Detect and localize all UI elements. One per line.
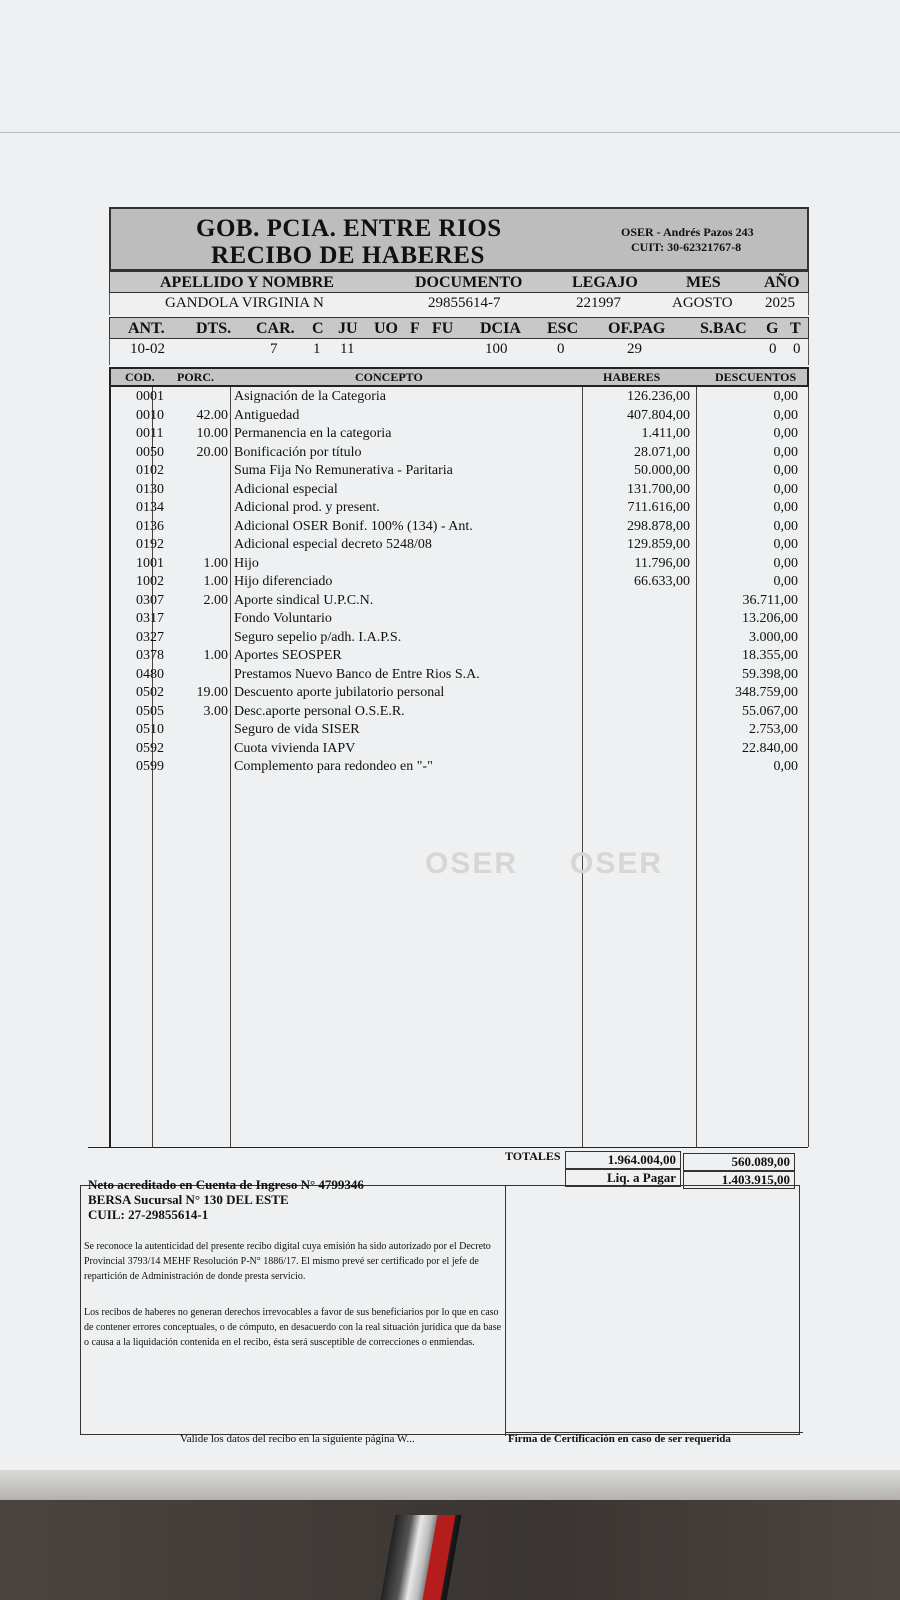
- id-header-row: [109, 271, 809, 293]
- value-ant: 10-02: [130, 341, 165, 357]
- item-descuentos: 0,00: [773, 407, 798, 423]
- label-anio: AÑO: [764, 274, 800, 291]
- value-ofpag: 29: [627, 341, 642, 357]
- col-divider: [230, 387, 231, 1147]
- header-subtitle: RECIBO DE HABERES: [211, 242, 485, 269]
- item-descuentos: 0,00: [773, 463, 798, 478]
- neto-bank: BERSA Sucursal N° 130 DEL ESTE: [88, 1192, 289, 1207]
- value-car: 7: [270, 341, 278, 357]
- fold-line: [0, 132, 900, 133]
- item-code: 0327: [136, 629, 164, 645]
- item-percent: 1.00: [203, 555, 228, 571]
- lower-divider: [505, 1186, 506, 1436]
- item-concept: Hijo diferenciado: [234, 574, 333, 589]
- liq-value: 1.403.915,00: [683, 1171, 795, 1189]
- item-percent: 42.00: [196, 407, 228, 423]
- item-haberes: 11.796,00: [634, 555, 690, 571]
- col-cod: COD.: [125, 370, 155, 384]
- item-descuentos: 0,00: [773, 759, 798, 774]
- label-esc: ESC: [547, 320, 579, 337]
- col-descuentos: DESCUENTOS: [715, 370, 797, 384]
- item-concept: Descuento aporte jubilatorio personal: [234, 685, 445, 700]
- legal-authenticity: Se reconoce la autenticidad del presente recibo digital cuya emisión ha sido autorizado por el Decreto Provincial 3793/14 MEHF Resolución P-N° 1886/17. El mismo prevé ser certificado por el jefe de repartición de Administración de donde presta servicio.: [84, 1241, 491, 1282]
- item-code: 0136: [136, 518, 164, 534]
- label-legajo: LEGAJO: [572, 274, 638, 291]
- item-descuentos: 0,00: [773, 537, 798, 552]
- item-code: 0134: [136, 500, 164, 515]
- item-descuentos: 59.398,00: [742, 666, 798, 682]
- item-code: 0510: [136, 722, 164, 737]
- item-code: 0011: [136, 426, 164, 441]
- item-descuentos: 0,00: [773, 444, 798, 460]
- item-concept: Aporte sindical U.P.C.N.: [234, 592, 374, 608]
- item-code: 0480: [136, 666, 164, 682]
- col-divider: [582, 387, 583, 1147]
- item-descuentos: 0,00: [773, 426, 798, 441]
- item-code: 0050: [136, 444, 164, 460]
- item-concept: Aportes SEOSPER: [234, 648, 342, 663]
- item-haberes: 298.878,00: [627, 518, 690, 534]
- label-uo: UO: [374, 320, 398, 337]
- item-concept: Adicional especial decreto 5248/08: [234, 537, 432, 552]
- value-documento: 29855614-7: [428, 295, 501, 311]
- value-t: 0: [793, 341, 801, 357]
- item-concept: Prestamos Nuevo Banco de Entre Rios S.A.: [234, 666, 480, 682]
- item-code: 0378: [136, 648, 164, 663]
- label-sbac: S.BAC: [700, 320, 747, 337]
- item-percent: 3.00: [203, 703, 228, 719]
- header-title: GOB. PCIA. ENTRE RIOS: [196, 215, 502, 242]
- item-code: 0001: [136, 389, 164, 404]
- meta-value-row: [109, 339, 809, 365]
- item-descuentos: 2.753,00: [749, 722, 798, 737]
- item-haberes: 129.859,00: [627, 537, 690, 552]
- value-mes: AGOSTO: [672, 295, 733, 311]
- signature-label: Firma de Certificación en caso de ser requerida: [505, 1432, 803, 1445]
- total-descuentos: 560.089,00: [683, 1153, 795, 1171]
- col-porc: PORC.: [177, 370, 214, 384]
- label-documento: DOCUMENTO: [415, 274, 523, 291]
- value-c: 1: [313, 341, 321, 357]
- item-concept: Adicional especial: [234, 481, 338, 497]
- item-concept: Seguro sepelio p/adh. I.A.P.S.: [234, 629, 402, 645]
- neto-cuil: CUIL: 27-29855614-1: [88, 1207, 209, 1222]
- item-code: 0307: [136, 592, 164, 608]
- label-ant: ANT.: [128, 320, 165, 337]
- item-descuentos: 36.711,00: [742, 592, 798, 608]
- item-descuentos: 0,00: [773, 574, 798, 589]
- item-concept: Adicional prod. y present.: [234, 500, 380, 515]
- item-descuentos: 18.355,00: [742, 648, 798, 663]
- item-concept: Adicional OSER Bonif. 100% (134) - Ant.: [234, 518, 473, 534]
- label-g: G: [766, 320, 779, 337]
- item-descuentos: 0,00: [773, 389, 798, 404]
- watermark-stamp: OSER: [425, 847, 519, 880]
- item-descuentos: 0,00: [773, 555, 798, 571]
- value-nombre: GANDOLA VIRGINIA N: [165, 295, 324, 311]
- item-code: 1002: [136, 574, 164, 589]
- validate-note: Valide los datos del recibo en la siguiente página W...: [180, 1433, 415, 1445]
- liq-label: Liq. a Pagar: [565, 1169, 681, 1187]
- col-haberes: HABERES: [603, 370, 661, 384]
- legal-disclaimer: Los recibos de haberes no generan derechos irrevocables a favor de sus beneficiarios por lo que en caso de contener errores conceptuales, o de cómputo, en desacuerdo con la real situación jurídica que da base o causa a la liquidación contenida en el recibo, ésta será susceptible de correcciones o enmiendas.: [84, 1307, 502, 1348]
- item-descuentos: 13.206,00: [742, 611, 798, 626]
- item-code: 0592: [136, 740, 164, 756]
- item-code: 0505: [136, 703, 164, 719]
- item-code: 0102: [136, 463, 164, 478]
- item-percent: 19.00: [196, 685, 228, 700]
- item-percent: 2.00: [203, 592, 228, 608]
- item-concept: Seguro de vida SISER: [234, 722, 360, 737]
- label-mes: MES: [686, 274, 721, 291]
- watermark-stamp: OSER: [570, 847, 664, 880]
- item-percent: 20.00: [196, 444, 228, 460]
- item-haberes: 50.000,00: [634, 463, 690, 478]
- item-percent: 1.00: [203, 574, 228, 589]
- value-ju: 11: [340, 341, 355, 357]
- receipt-header: [109, 207, 809, 271]
- item-concept: Antiguedad: [234, 407, 300, 423]
- value-anio: 2025: [765, 295, 795, 311]
- value-g: 0: [769, 341, 777, 357]
- item-code: 0010: [136, 407, 164, 423]
- id-value-row: [109, 293, 809, 315]
- item-code: 0599: [136, 759, 164, 774]
- item-descuentos: 22.840,00: [742, 740, 798, 756]
- label-dts: DTS.: [196, 320, 232, 337]
- items-header-row: [109, 367, 809, 387]
- totals-divider: [88, 1147, 808, 1148]
- item-descuentos: 348.759,00: [735, 685, 798, 700]
- item-haberes: 126.236,00: [627, 389, 690, 404]
- item-descuentos: 0,00: [773, 481, 798, 497]
- item-haberes: 66.633,00: [634, 574, 690, 589]
- item-haberes: 407.804,00: [627, 407, 690, 423]
- label-f: F: [410, 320, 420, 337]
- item-haberes: 131.700,00: [627, 481, 690, 497]
- item-concept: Hijo: [234, 555, 259, 571]
- label-nombre: APELLIDO Y NOMBRE: [160, 274, 334, 291]
- meta-header-row: [109, 317, 809, 339]
- item-code: 0130: [136, 481, 164, 497]
- item-haberes: 28.071,00: [634, 444, 690, 460]
- oser-address: OSER - Andrés Pazos 243: [621, 225, 754, 239]
- item-haberes: 711.616,00: [627, 500, 690, 515]
- total-haberes: 1.964.004,00: [565, 1151, 681, 1169]
- value-legajo: 221997: [576, 295, 621, 311]
- item-descuentos: 0,00: [773, 500, 798, 515]
- neto-block: [88, 1177, 364, 1222]
- oser-cuit: CUIT: 30-62321767-8: [631, 240, 742, 254]
- salary-receipt: [80, 207, 810, 1467]
- label-t: T: [790, 320, 801, 337]
- item-haberes: 1.411,00: [641, 426, 690, 441]
- col-divider: [696, 387, 697, 1147]
- item-percent: 1.00: [203, 648, 228, 663]
- item-descuentos: 55.067,00: [742, 703, 798, 719]
- item-concept: Permanencia en la categoria: [234, 426, 392, 441]
- item-descuentos: 0,00: [773, 518, 798, 534]
- label-car: CAR.: [256, 320, 295, 337]
- label-fu: FU: [432, 320, 454, 337]
- item-concept: Suma Fija No Remunerativa - Paritaria: [234, 463, 453, 478]
- item-concept: Fondo Voluntario: [234, 611, 332, 626]
- item-concept: Bonificación por título: [234, 444, 362, 460]
- totals-label: TOTALES: [505, 1149, 561, 1163]
- item-concept: Cuota vivienda IAPV: [234, 740, 356, 756]
- item-concept: Desc.aporte personal O.S.E.R.: [234, 703, 405, 719]
- label-dcia: DCIA: [480, 320, 521, 337]
- label-ofpag: OF.PAG: [608, 320, 666, 337]
- item-code: 0317: [136, 611, 164, 626]
- label-ju: JU: [338, 320, 358, 337]
- neto-account: Neto acreditado en Cuenta de Ingreso N° 4799346: [88, 1177, 364, 1192]
- col-concepto: CONCEPTO: [355, 370, 423, 384]
- item-percent: 10.00: [196, 426, 228, 441]
- item-code: 1001: [136, 555, 164, 571]
- item-descuentos: 3.000,00: [749, 629, 798, 645]
- label-c: C: [312, 320, 324, 337]
- item-code: 0192: [136, 537, 164, 552]
- value-esc: 0: [557, 341, 565, 357]
- item-code: 0502: [136, 685, 164, 700]
- item-concept: Complemento para redondeo en "-": [234, 759, 433, 774]
- item-concept: Asignación de la Categoria: [234, 389, 387, 404]
- value-dcia: 100: [485, 341, 508, 357]
